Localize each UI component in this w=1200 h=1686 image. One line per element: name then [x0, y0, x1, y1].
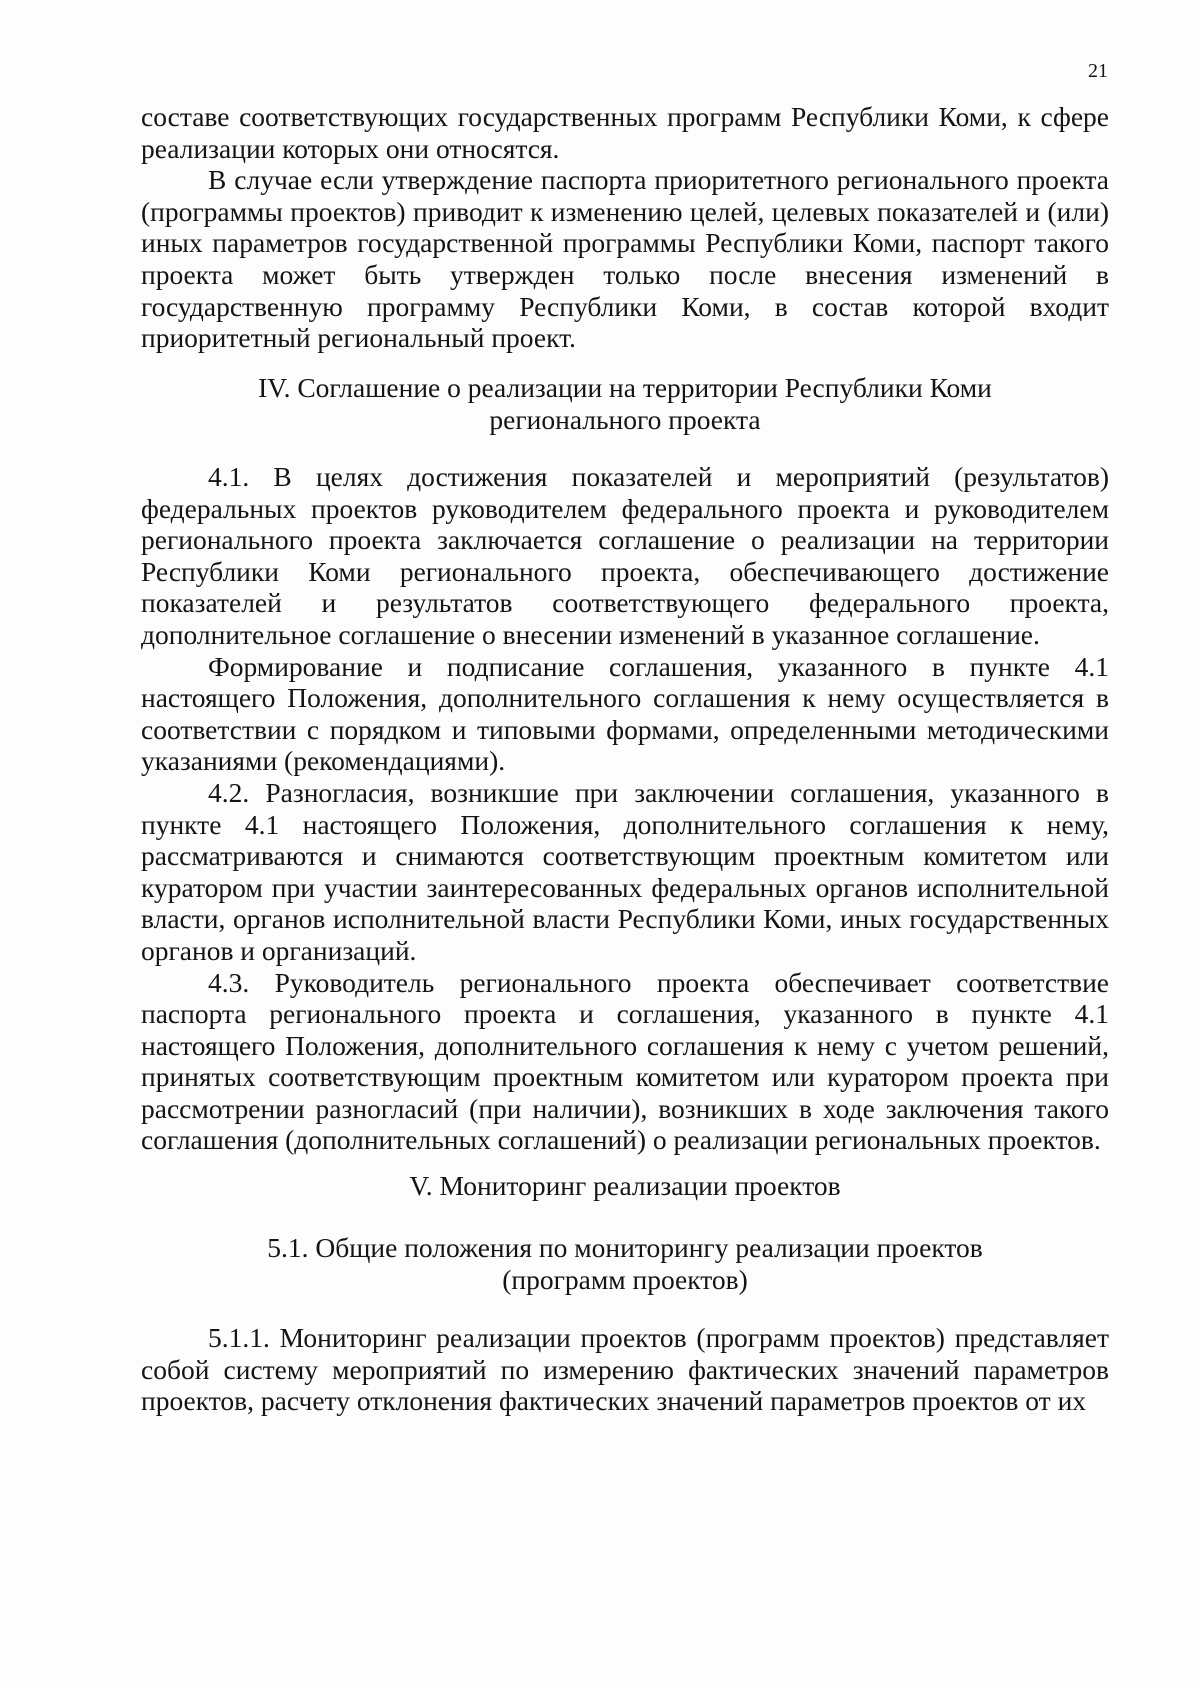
section-5-1-heading — [141, 1232, 1109, 1295]
intro-text-block — [141, 101, 1109, 354]
paragraph-5-1-1: 5.1.1. Мониторинг реализации проектов (программ проектов) представляет собой систему мероприятий по измерению фактических значений параметров проектов, расчету отклонения фактических значений параметров проектов от их — [141, 1322, 1109, 1417]
section-4-heading-line1: IV. Соглашение о реализации на территории Республики Коми — [258, 372, 992, 403]
paragraph-4-1-signing: Формирование и подписание соглашения, указанного в пункте 4.1 настоящего Положения, дополнительного соглашения к нему осуществляется в соответствии с порядком и типовыми формами, определенными методическими указаниями (рекомендациями). — [141, 650, 1109, 777]
paragraph-continuation: составе соответствующих государственных программ Республики Коми, к сфере реализации которых они относятся. — [141, 101, 1109, 164]
section-4-heading — [141, 372, 1109, 435]
section-4-heading-line2: регионального проекта — [489, 403, 761, 435]
section-5-1-heading-line2: (программ проектов) — [502, 1263, 748, 1295]
paragraph-passport-approval: В случае если утверждение паспорта приоритетного регионального проекта (программы проектов) приводит к изменению целей, целевых показателей и (или) иных параметров государственной программы Республики Коми, паспорт такого проекта может быть утвержден только после внесения изменений в государственную программу Республики Коми, в состав которой входит приоритетный региональный проект. — [141, 164, 1109, 354]
section-5-heading — [141, 1170, 1109, 1202]
section-5-heading-text: V. Мониторинг реализации проектов — [409, 1170, 841, 1201]
paragraph-4-1: 4.1. В целях достижения показателей и мероприятий (результатов) федеральных проектов руководителем федерального проекта и руководителем регионального проекта заключается соглашение о реализации на территории Республики Коми регионального проекта, обеспечивающего достижение показателей и результатов соответствующего федерального проекта, дополнительное соглашение о внесении изменений в указанное соглашение. — [141, 461, 1109, 650]
section-5-1-heading-line1: 5.1. Общие положения по мониторингу реализации проектов — [267, 1232, 983, 1263]
page-number: 21 — [1088, 60, 1108, 82]
section-5-body — [141, 1322, 1109, 1417]
section-4-body — [141, 461, 1109, 1156]
paragraph-4-3: 4.3. Руководитель регионального проекта обеспечивает соответствие паспорта регионального проекта и соглашения, указанного в пункте 4.1 настоящего Положения, дополнительного соглашения к нему с учетом решений, принятых соответствующим проектным комитетом или куратором проекта при рассмотрении разногласий (при наличии), возникших в ходе заключения такого соглашения (дополнительных соглашений) о реализации региональных проектов. — [141, 966, 1109, 1156]
paragraph-4-2: 4.2. Разногласия, возникшие при заключении соглашения, указанного в пункте 4.1 настоящего Положения, дополнительного соглашения к нему, рассматриваются и снимаются соответствующим проектным комитетом или куратором при участии заинтересованных федеральных органов исполнительной власти, органов исполнительной власти Республики Коми, иных государственных органов и организаций. — [141, 776, 1109, 966]
